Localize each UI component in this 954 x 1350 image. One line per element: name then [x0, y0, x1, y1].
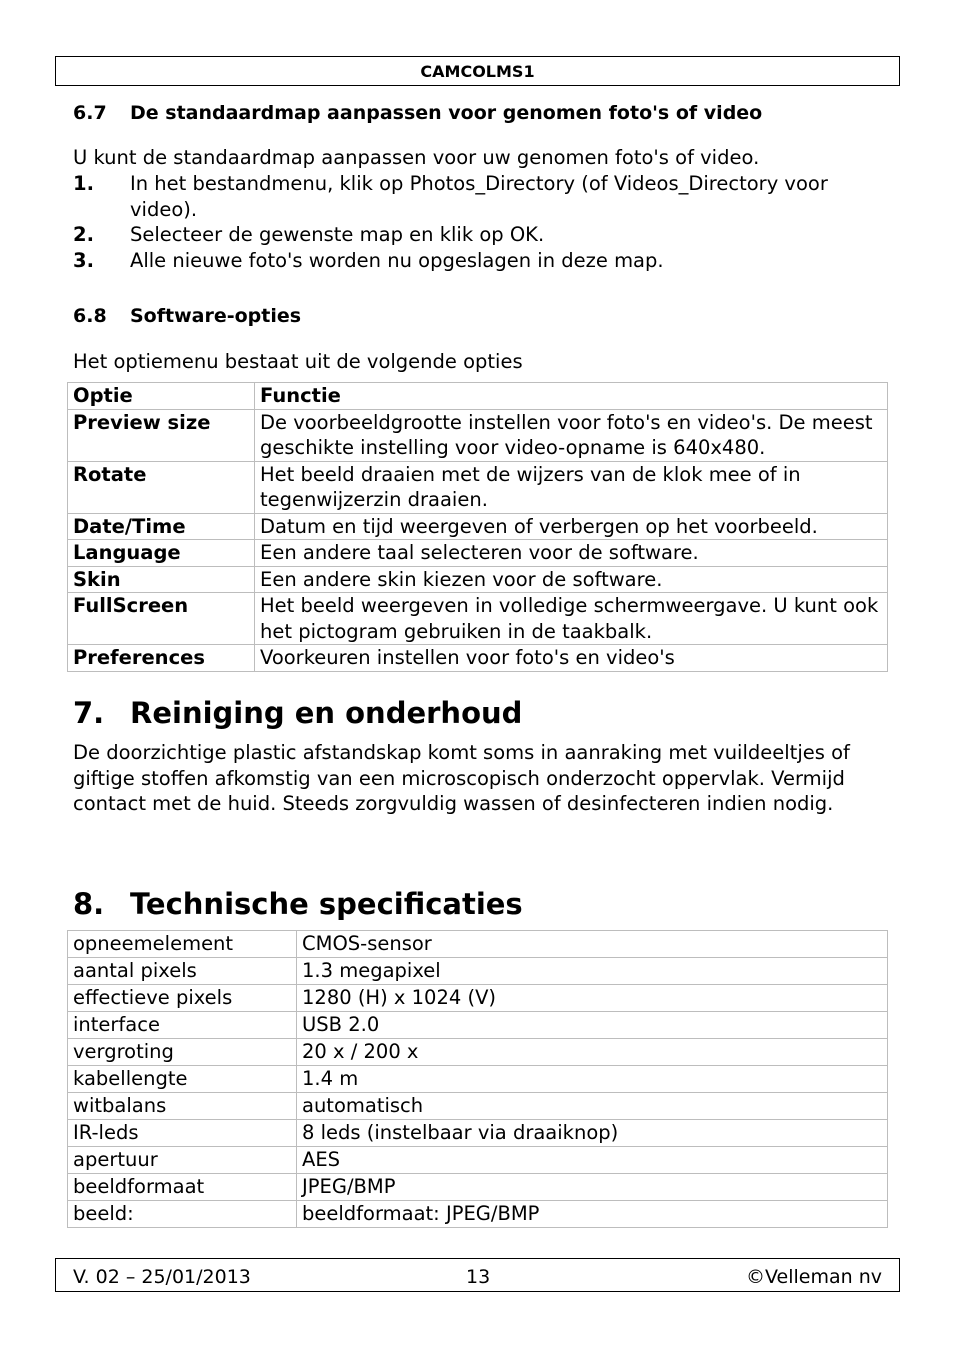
table-row — [68, 461, 888, 513]
table-row — [68, 593, 888, 645]
spec-label: effectieve pixels — [68, 985, 297, 1012]
spec-label: apertuur — [68, 1147, 297, 1174]
spec-label: interface — [68, 1012, 297, 1039]
step-text: In het bestandmenu, klik op Photos_Directory (of Videos_Directory voor video). — [130, 172, 828, 221]
spec-value: automatisch — [297, 1093, 888, 1120]
option-name: Rotate — [68, 461, 255, 513]
specs-table — [67, 930, 888, 1228]
option-name: Preview size — [68, 409, 255, 461]
spec-value: CMOS-sensor — [297, 931, 888, 958]
option-function: Een andere skin kiezen voor de software. — [255, 566, 888, 593]
section-title: Reiniging en onderhoud — [130, 696, 523, 730]
table-row — [68, 931, 888, 958]
section-title: De standaardmap aanpassen voor genomen foto's of video — [130, 102, 763, 124]
table-row — [68, 566, 888, 593]
section-8-heading — [73, 886, 523, 922]
table-row — [68, 1174, 888, 1201]
spec-value: 1280 (H) x 1024 (V) — [297, 985, 888, 1012]
spec-value: 8 leds (instelbaar via draaiknop) — [297, 1120, 888, 1147]
options-table — [67, 382, 888, 672]
table-row — [68, 513, 888, 540]
spec-label: aantal pixels — [68, 958, 297, 985]
table-row — [68, 1201, 888, 1228]
spec-label: IR-leds — [68, 1120, 297, 1147]
table-row — [68, 1120, 888, 1147]
option-name: Language — [68, 540, 255, 567]
spec-value: beeldformaat: JPEG/BMP — [297, 1201, 888, 1228]
spec-value: JPEG/BMP — [297, 1174, 888, 1201]
step-number: 1. — [73, 172, 94, 195]
spec-value: USB 2.0 — [297, 1012, 888, 1039]
step-text: Alle nieuwe foto's worden nu opgeslagen in deze map. — [130, 248, 664, 272]
option-function: Voorkeuren instellen voor foto's en video's — [255, 645, 888, 672]
step-number: 2. — [73, 223, 94, 246]
spec-value: AES — [297, 1147, 888, 1174]
section-6-7-heading — [73, 101, 762, 125]
table-row — [68, 1039, 888, 1066]
footer-version: V. 02 – 25/01/2013 — [73, 1266, 251, 1288]
spec-value: 1.4 m — [297, 1066, 888, 1093]
section-7-body: De doorzichtige plastic afstandskap komt soms in aanraking met vuildeeltjes of giftige stoffen afkomstig van een microscopisch onderzocht oppervlak. Vermijd contact met de huid. Steeds zorgvuldig wassen of desinfecteren indien nodig. — [73, 741, 850, 815]
spec-label: beeldformaat — [68, 1174, 297, 1201]
section-title: Software-opties — [130, 305, 302, 327]
section-number: 6.7 — [73, 102, 107, 124]
spec-label: witbalans — [68, 1093, 297, 1120]
option-function: Het beeld draaien met de wijzers van de klok mee of in tegenwijzerzin draaien. — [255, 461, 888, 513]
option-function: De voorbeeldgrootte instellen voor foto's en video's. De meest geschikte instelling voor video-opname is 640x480. — [255, 409, 888, 461]
page-footer — [55, 1258, 900, 1292]
spec-label: vergroting — [68, 1039, 297, 1066]
section-6-8-intro: Het optiemenu bestaat uit de volgende opties — [73, 350, 523, 373]
spec-label: opneemelement — [68, 931, 297, 958]
section-title: Technische specificaties — [130, 887, 523, 921]
table-header-row — [68, 383, 888, 410]
step-number: 3. — [73, 248, 94, 272]
option-name: Skin — [68, 566, 255, 593]
option-function: Een andere taal selecteren voor de software. — [255, 540, 888, 567]
table-row — [68, 1147, 888, 1174]
section-6-8-heading — [73, 304, 301, 328]
option-name: Date/Time — [68, 513, 255, 540]
column-header: Optie — [68, 383, 255, 410]
table-row — [68, 985, 888, 1012]
list-item — [73, 222, 893, 248]
page-header: CAMCOLMS1 — [55, 56, 900, 86]
table-row — [68, 540, 888, 567]
section-6-7-intro: U kunt de standaardmap aanpassen voor uw genomen foto's of video. — [73, 146, 760, 169]
table-row — [68, 1093, 888, 1120]
step-text: Selecteer de gewenste map en klik op OK. — [130, 223, 545, 246]
list-item — [73, 171, 893, 222]
table-row — [68, 1066, 888, 1093]
page-number: 13 — [466, 1266, 491, 1288]
table-row — [68, 645, 888, 672]
section-number: 8. — [73, 887, 105, 921]
option-function: Het beeld weergeven in volledige schermweergave. U kunt ook het pictogram gebruiken in de taakbalk. — [255, 593, 888, 645]
footer-copyright: ©Velleman nv — [746, 1266, 882, 1288]
option-name: Preferences — [68, 645, 255, 672]
section-7-heading — [73, 695, 522, 731]
spec-label: kabellengte — [68, 1066, 297, 1093]
steps-list — [73, 171, 893, 273]
column-header: Functie — [255, 383, 888, 410]
spec-value: 20 x / 200 x — [297, 1039, 888, 1066]
table-row — [68, 958, 888, 985]
section-number: 6.8 — [73, 305, 107, 327]
list-item — [73, 248, 893, 274]
spec-label: beeld: — [68, 1201, 297, 1228]
option-function: Datum en tijd weergeven of verbergen op het voorbeeld. — [255, 513, 888, 540]
table-row — [68, 1012, 888, 1039]
section-number: 7. — [73, 696, 105, 730]
table-row — [68, 409, 888, 461]
option-name: FullScreen — [68, 593, 255, 645]
spec-value: 1.3 megapixel — [297, 958, 888, 985]
